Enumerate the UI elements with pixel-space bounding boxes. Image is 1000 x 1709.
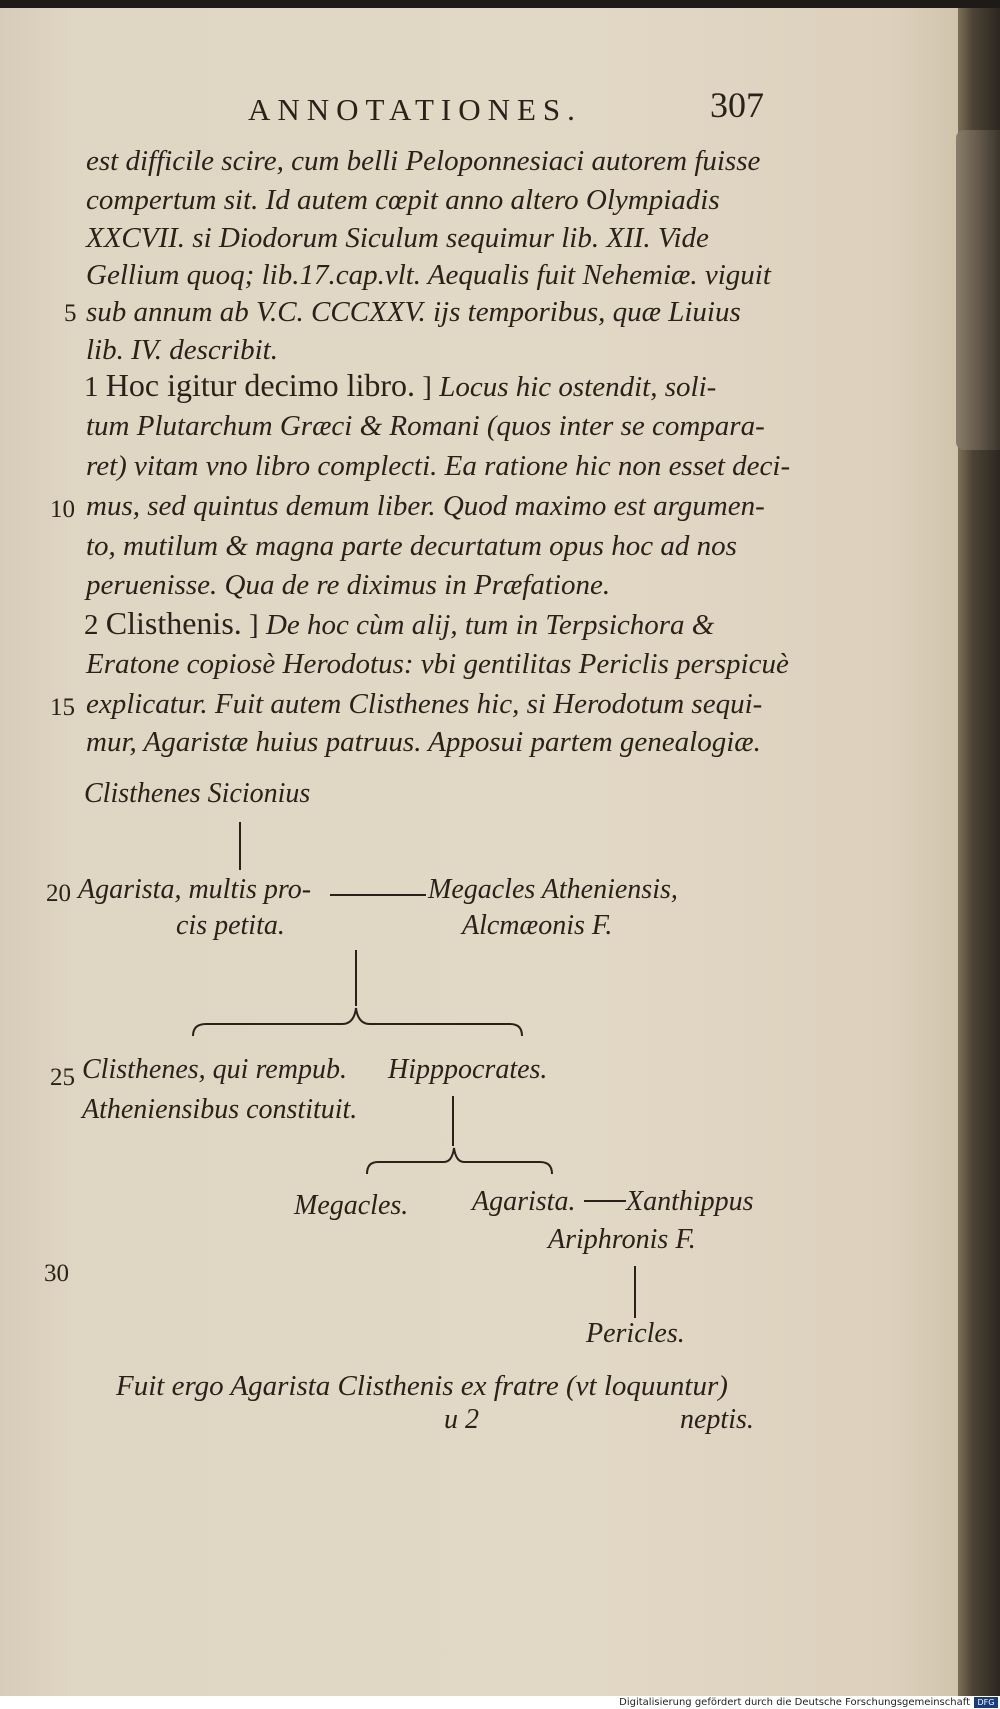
marriage-line — [584, 1200, 626, 1202]
closing-line: Fuit ergo Agarista Clisthenis ex fratre (vt loquuntur) — [116, 1370, 728, 1402]
body-line: XXCVII. si Diodorum Siculum sequimur lib. XII. Vide — [86, 222, 709, 254]
note-text: Locus hic ostendit, soli- — [439, 371, 717, 403]
note-line: peruenisse. Qua de re diximus in Præfatione. — [86, 569, 611, 601]
genealogy-bracket — [190, 1004, 535, 1040]
line-number: 20 — [46, 880, 71, 907]
genealogy-root: Clisthenes Sicionius — [84, 778, 311, 809]
genealogy-connector — [452, 1096, 454, 1146]
note-line: to, mutilum & magna parte decurtatum opus hoc ad nos — [86, 530, 737, 562]
body-line: compertum sit. Id autem cœpit anno altero Olympiadis — [86, 184, 720, 216]
note-number: 2 — [84, 609, 99, 641]
note-lemma: Hoc igitur decimo libro. — [105, 367, 416, 403]
genealogy-pericles: Pericles. — [586, 1318, 685, 1349]
page-number: 307 — [710, 85, 764, 125]
body-line: sub annum ab V.C. CCCXXV. ijs temporibus, quæ Liuius — [86, 296, 741, 328]
genealogy-xanthippus: Ariphronis F. — [548, 1224, 696, 1255]
running-head: ANNOTATIONES. — [248, 92, 582, 127]
note-line: tum Plutarchum Græci & Romani (quos inter se compara- — [86, 410, 765, 442]
dfg-logo-icon: DFG — [974, 1697, 998, 1708]
line-number: 30 — [44, 1260, 69, 1287]
genealogy-clisthenes: Atheniensibus constituit. — [82, 1094, 358, 1125]
digitization-footer — [0, 1696, 1000, 1709]
body-line: lib. IV. describit. — [86, 334, 278, 366]
note-line: mur, Agaristæ huius patruus. Apposui partem genealogiæ. — [86, 726, 761, 758]
note-line: ret) vitam vno libro complecti. Ea ratione hic non esset deci- — [86, 450, 791, 482]
note-lemma: Clisthenis. — [105, 605, 242, 641]
body-line: Gellium quoq; lib.17.cap.vlt. Aequalis fuit Nehemiæ. viguit — [86, 259, 771, 291]
line-number: 10 — [50, 496, 75, 523]
note-line: mus, sed quintus demum liber. Quod maximo est argumen- — [86, 490, 765, 522]
genealogy-agarista: Agarista, multis pro- — [78, 874, 312, 905]
signature-mark: u 2 — [444, 1404, 479, 1435]
genealogy-connector — [634, 1266, 636, 1318]
marriage-line — [330, 894, 426, 896]
genealogy-agarista: cis petita. — [176, 910, 285, 941]
body-line: est difficile scire, cum belli Peloponnesiaci autorem fuisse — [86, 145, 761, 177]
note-line: explicatur. Fuit autem Clisthenes hic, si Herodotum sequi- — [86, 688, 763, 720]
note-number: 1 — [84, 371, 99, 403]
note-text: De hoc cùm alij, tum in Terpsichora & — [265, 609, 715, 641]
genealogy-hippocrates: Hipppocrates. — [388, 1054, 548, 1085]
line-number: 25 — [50, 1064, 75, 1091]
line-number: 15 — [50, 694, 75, 721]
genealogy-agarista: Agarista. — [472, 1186, 576, 1217]
note-1-heading: 1 Hoc igitur decimo libro. ] Locus hic ostendit, soli- — [84, 367, 717, 403]
genealogy-connector — [355, 950, 357, 1006]
genealogy-bracket — [364, 1144, 560, 1178]
genealogy-megacles: Megacles. — [294, 1190, 409, 1221]
genealogy-clisthenes: Clisthenes, qui rempub. — [82, 1054, 347, 1085]
genealogy-xanthippus: Xanthippus — [626, 1186, 754, 1217]
line-number: 5 — [64, 300, 77, 327]
genealogy-connector — [239, 822, 241, 870]
footer-text: Digitalisierung gefördert durch die Deutsche Forschungsgemeinschaft — [619, 1697, 970, 1708]
catchword: neptis. — [680, 1404, 754, 1435]
genealogy-megacles-ath: Megacles Atheniensis, — [428, 874, 678, 905]
note-line: Eratone copiosè Herodotus: vbi gentilitas Periclis perspicuè — [86, 648, 789, 680]
page-clip — [956, 130, 1000, 450]
genealogy-megacles-ath: Alcmæonis F. — [462, 910, 613, 941]
note-2-heading: 2 Clisthenis. ] De hoc cùm alij, tum in Terpsichora & — [84, 605, 715, 641]
